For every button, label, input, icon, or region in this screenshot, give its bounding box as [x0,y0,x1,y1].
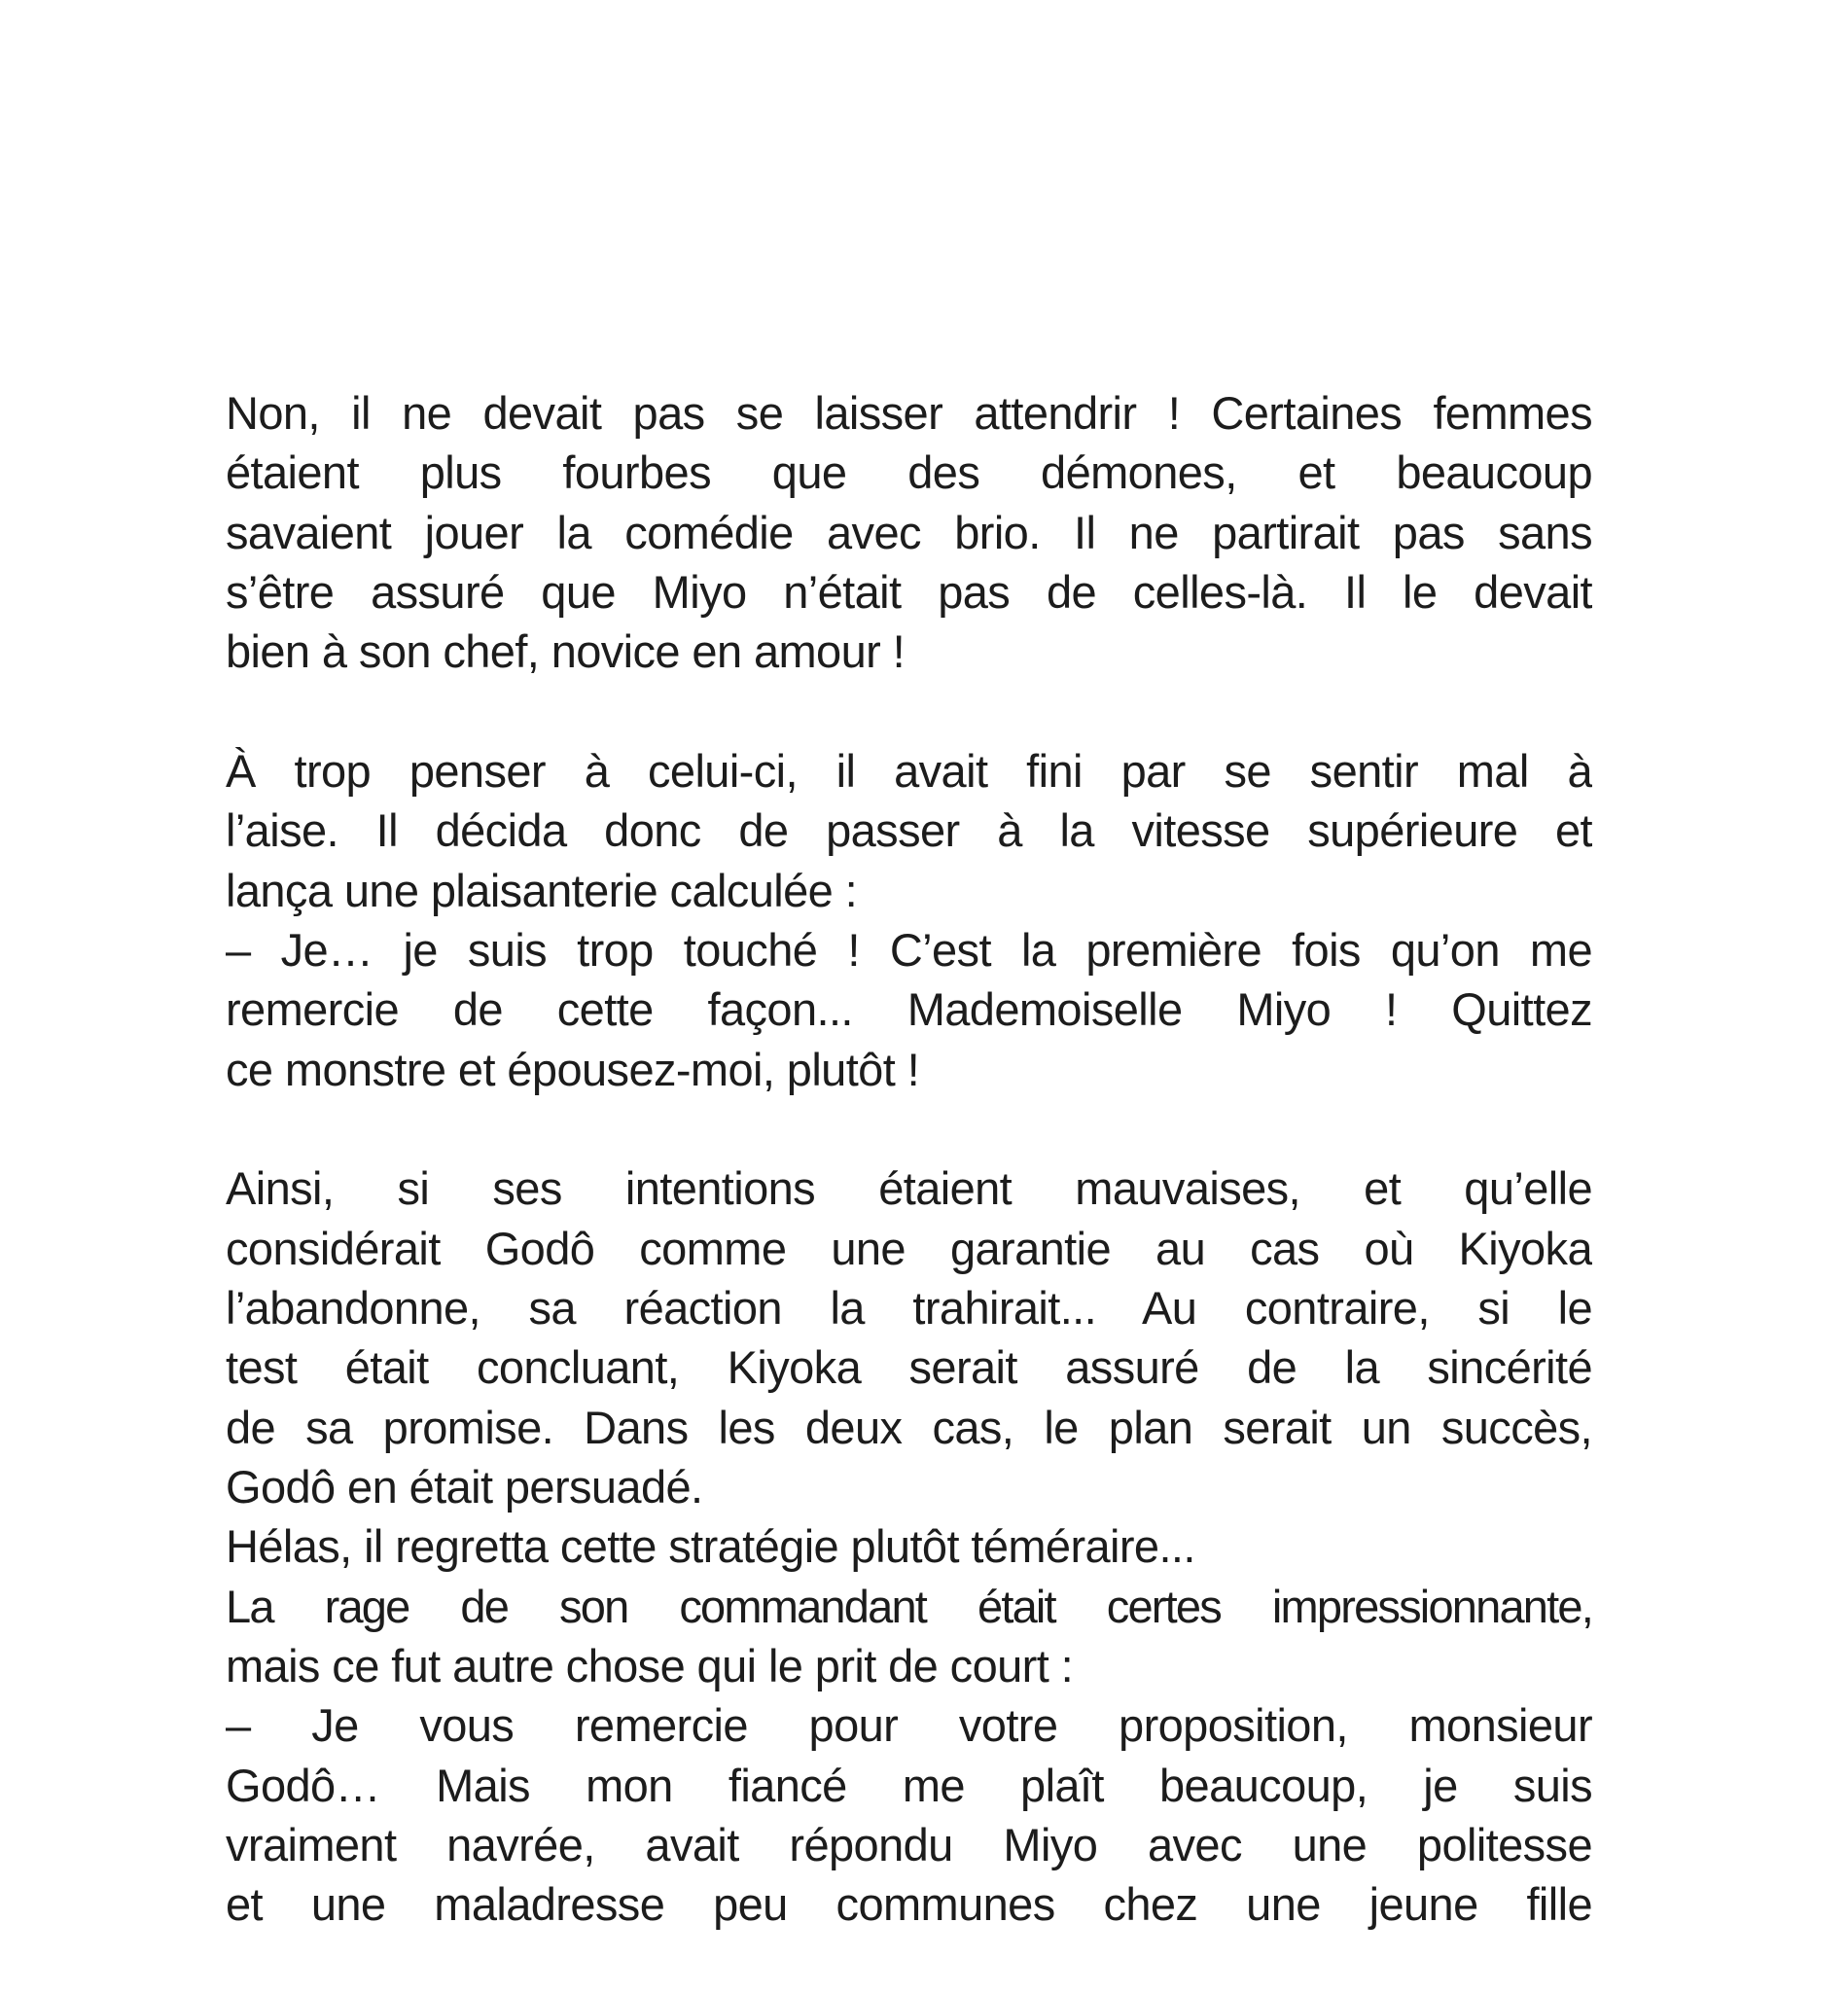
text-line: À trop penser à celui-ci, il avait fini par se sentir mal à [226,744,1592,797]
paragraph-3 [226,1158,1592,1934]
text-line: savaient jouer la comédie avec brio. Il ne partirait pas sans [226,506,1592,558]
dialogue-line: – Je… je suis trop touché ! C’est la première fois qu’on me [226,923,1592,976]
text-line: Ainsi, si ses intentions étaient mauvaises, et qu’elle [226,1162,1592,1215]
paragraph-1 [226,383,1592,682]
dialogue-line: – Je vous remercie pour votre proposition, monsieur [226,1699,1592,1752]
dialogue-line: vraiment navrée, avait répondu Miyo avec une politesse [226,1818,1592,1870]
body-text [226,383,1592,1994]
text-line: bien à son chef, novice en amour ! [226,625,906,678]
text-line: l’abandonne, sa réaction la trahirait... Au contraire, si le [226,1281,1592,1334]
dialogue-line: ce monstre et épousez-moi, plutôt ! [226,1043,920,1095]
text-line: Hélas, il regretta cette stratégie plutôt téméraire... [226,1520,1195,1573]
text-line: s’être assuré que Miyo n’était pas de celles-là. Il le devait [226,565,1592,618]
text-line: de sa promise. Dans les deux cas, le plan serait un succès, [226,1401,1592,1453]
text-line: lança une plaisanterie calculée : [226,864,858,916]
text-line: considérait Godô comme une garantie au cas où Kiyoka [226,1222,1592,1274]
paragraph-2 [226,741,1592,1099]
text-line: test était concluant, Kiyoka serait assuré de la sincérité [226,1341,1592,1394]
dialogue-line: Godô… Mais mon fiancé me plaît beaucoup, je suis [226,1759,1592,1811]
text-line: Godô en était persuadé. [226,1460,703,1513]
text-line: l’aise. Il décida donc de passer à la vitesse supérieure et [226,804,1592,857]
text-line: étaient plus fourbes que des démones, et beaucoup [226,446,1592,499]
dialogue-line: et une maladresse peu communes chez une jeune fille [226,1878,1592,1931]
text-line: La rage de son commandant était certes impressionnante, [226,1580,1592,1632]
text-line: mais ce fut autre chose qui le prit de court : [226,1639,1074,1691]
dialogue-line: remercie de cette façon... Mademoiselle Miyo ! Quittez [226,983,1592,1036]
text-line: Non, il ne devait pas se laisser attendrir ! Certaines femmes [226,387,1592,439]
